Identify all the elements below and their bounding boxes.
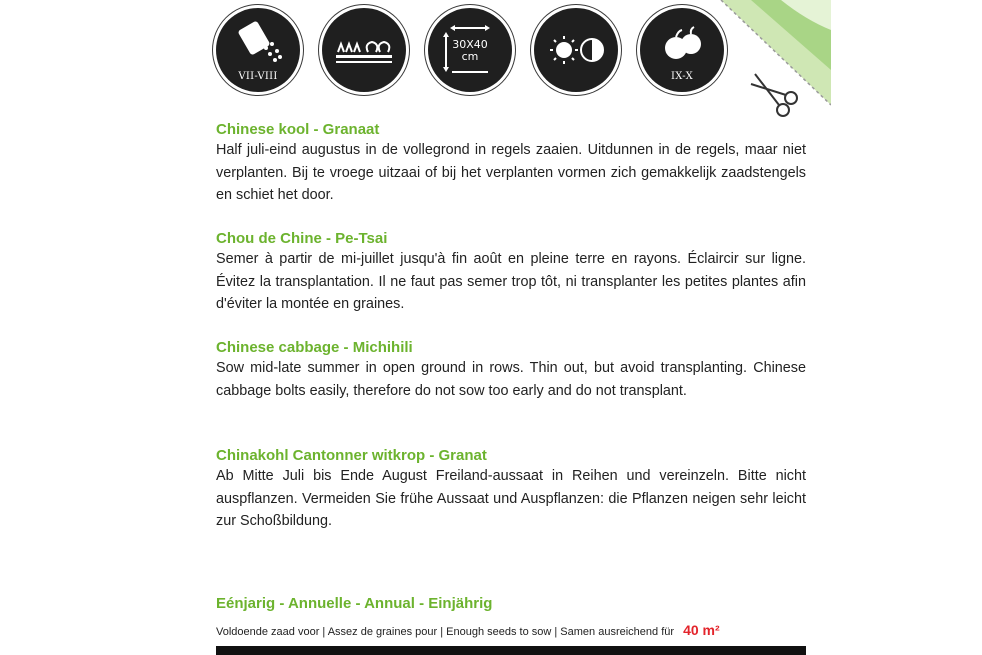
seed-packet-back (151, 0, 831, 655)
seedling-rows-icon (322, 8, 406, 92)
seed-quantity-line (216, 622, 720, 638)
growing-icons-row (216, 8, 736, 100)
sowing-icon (216, 8, 300, 92)
section-french (216, 229, 806, 316)
sowing-months: VII-VIII (238, 71, 278, 82)
section-title: Chinese kool - Granaat (216, 121, 380, 138)
section-body: Half juli-eind augustus in de vollegrond in regels zaaien. Uitdunnen in de regels, maar niet verplanten. Bij te vroege uitzaai of bij het verplanten vormen zich gemakkelijk zaadstengels en schiet het door. (216, 142, 806, 203)
section-dutch (216, 120, 806, 207)
scissors-icon (747, 70, 805, 122)
sun-icon (534, 8, 618, 92)
section-title: Chinese cabbage - Michihili (216, 339, 413, 356)
harvest-months: IX-X (670, 71, 694, 82)
section-body: Ab Mitte Juli bis Ende August Freiland-aussaat in Reihen und vereinzeln. Bitte nicht auspflanzen. Vermeiden Sie frühe Aussaat und Auspflanzen: die Pflanzen neigen sehr leicht zur Schoßbildung. (216, 468, 806, 529)
section-body: Semer à partir de mi-juillet jusqu'à fin août en pleine terre en rayons. Éclaircir sur ligne. Évitez la transplantation. Il ne faut pas semer trop tôt, ni transplanter les petites plantes afin d'éviter la montée en graines. (216, 251, 806, 312)
section-body: Sow mid-late summer in open ground in rows. Thin out, but avoid transplanting. Chinese cabbage bolts easily, therefore do not sow too early and do not transplant. (216, 360, 806, 399)
seed-quantity-text: Voldoende zaad voor | Assez de graines pour | Enough seeds to sow | Samen ausreichend für (216, 626, 675, 638)
bottom-bar (216, 646, 806, 655)
seed-quantity-value: 40 m² (683, 622, 720, 638)
section-title: Chou de Chine - Pe-Tsai (216, 230, 388, 247)
lifecycle-label: Eénjarig - Annuelle - Annual - Einjährig (216, 595, 493, 612)
section-title: Chinakohl Cantonner witkrop - Granat (216, 447, 487, 464)
spacing-unit: cm (461, 50, 479, 63)
section-german (216, 446, 806, 533)
section-english (216, 338, 806, 402)
spacing-icon (428, 8, 512, 92)
spacing-value: 30X40 (452, 38, 488, 51)
harvest-icon (640, 8, 724, 92)
